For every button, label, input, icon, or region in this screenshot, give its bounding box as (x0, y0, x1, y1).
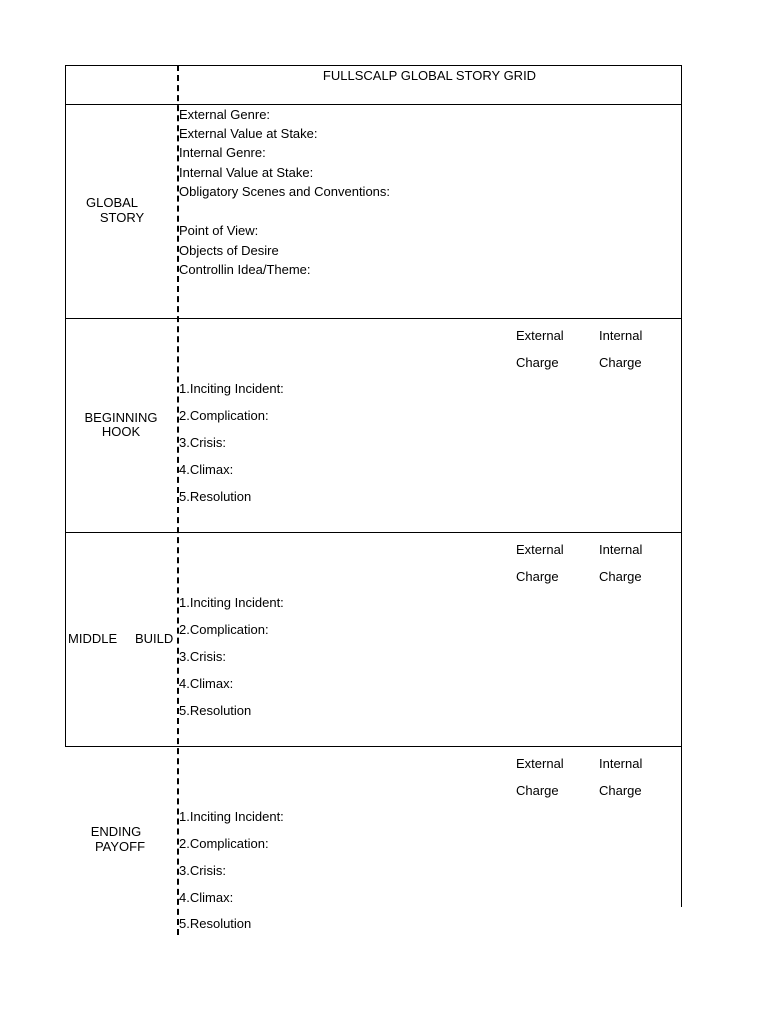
field-internal-value: Internal Value at Stake: (179, 165, 314, 180)
beginning-item-resolution: 5.Resolution (179, 489, 252, 504)
ending-item-resolution: 5.Resolution (179, 916, 252, 931)
field-external-value: External Value at Stake: (179, 126, 318, 141)
field-obligatory-scenes: Obligatory Scenes and Conventions: (179, 184, 391, 199)
ending-internal-header-2: Charge (599, 783, 642, 798)
middle-internal-header-2: Charge (599, 569, 642, 584)
beginning-item-climax: 4.Climax: (179, 462, 234, 477)
ending-internal-header-1: Internal (599, 756, 643, 771)
beginning-label-line2: HOOK (101, 424, 141, 439)
ending-label-line1: ENDING (90, 824, 142, 839)
ending-item-inciting: 1.Inciting Incident: (179, 809, 284, 824)
middle-item-resolution: 5.Resolution (179, 703, 252, 718)
global-row-divider (65, 318, 682, 319)
beginning-internal-header-1: Internal (599, 328, 643, 343)
ending-external-header-1: External (516, 756, 564, 771)
beginning-label-line1: BEGINNING (84, 410, 158, 425)
ending-label-line2: PAYOFF (94, 839, 146, 854)
middle-item-inciting: 1.Inciting Incident: (179, 595, 284, 610)
field-controlling-idea: Controllin Idea/Theme: (179, 262, 311, 277)
grid-left-border (65, 65, 66, 746)
global-story-label-line1: GLOBAL (85, 195, 139, 210)
beginning-external-header-2: Charge (516, 355, 559, 370)
middle-row-divider (65, 746, 682, 747)
global-story-label-line2: STORY (99, 210, 145, 225)
middle-label-line1: MIDDLE (68, 631, 118, 646)
beginning-external-header-1: External (516, 328, 564, 343)
middle-item-climax: 4.Climax: (179, 676, 234, 691)
page-title: FULLSCALP GLOBAL STORY GRID (322, 68, 537, 83)
ending-item-crisis: 3.Crisis: (179, 863, 226, 878)
middle-item-complication: 2.Complication: (179, 622, 269, 637)
middle-label-line2: BUILD (135, 631, 174, 646)
beginning-item-inciting: 1.Inciting Incident: (179, 381, 284, 396)
beginning-item-complication: 2.Complication: (179, 408, 269, 423)
middle-external-header-1: External (516, 542, 564, 557)
title-row-divider (65, 104, 682, 105)
beginning-internal-header-2: Charge (599, 355, 642, 370)
beginning-item-crisis: 3.Crisis: (179, 435, 226, 450)
field-point-of-view: Point of View: (179, 223, 259, 238)
grid-right-border (681, 65, 682, 907)
ending-external-header-2: Charge (516, 783, 559, 798)
field-external-genre: External Genre: (179, 107, 271, 122)
middle-item-crisis: 3.Crisis: (179, 649, 226, 664)
middle-internal-header-1: Internal (599, 542, 643, 557)
ending-item-climax: 4.Climax: (179, 890, 234, 905)
field-internal-genre: Internal Genre: (179, 145, 266, 160)
middle-external-header-2: Charge (516, 569, 559, 584)
beginning-row-divider (65, 532, 682, 533)
grid-top-border (65, 65, 682, 66)
field-objects-of-desire: Objects of Desire (179, 243, 279, 258)
ending-item-complication: 2.Complication: (179, 836, 269, 851)
